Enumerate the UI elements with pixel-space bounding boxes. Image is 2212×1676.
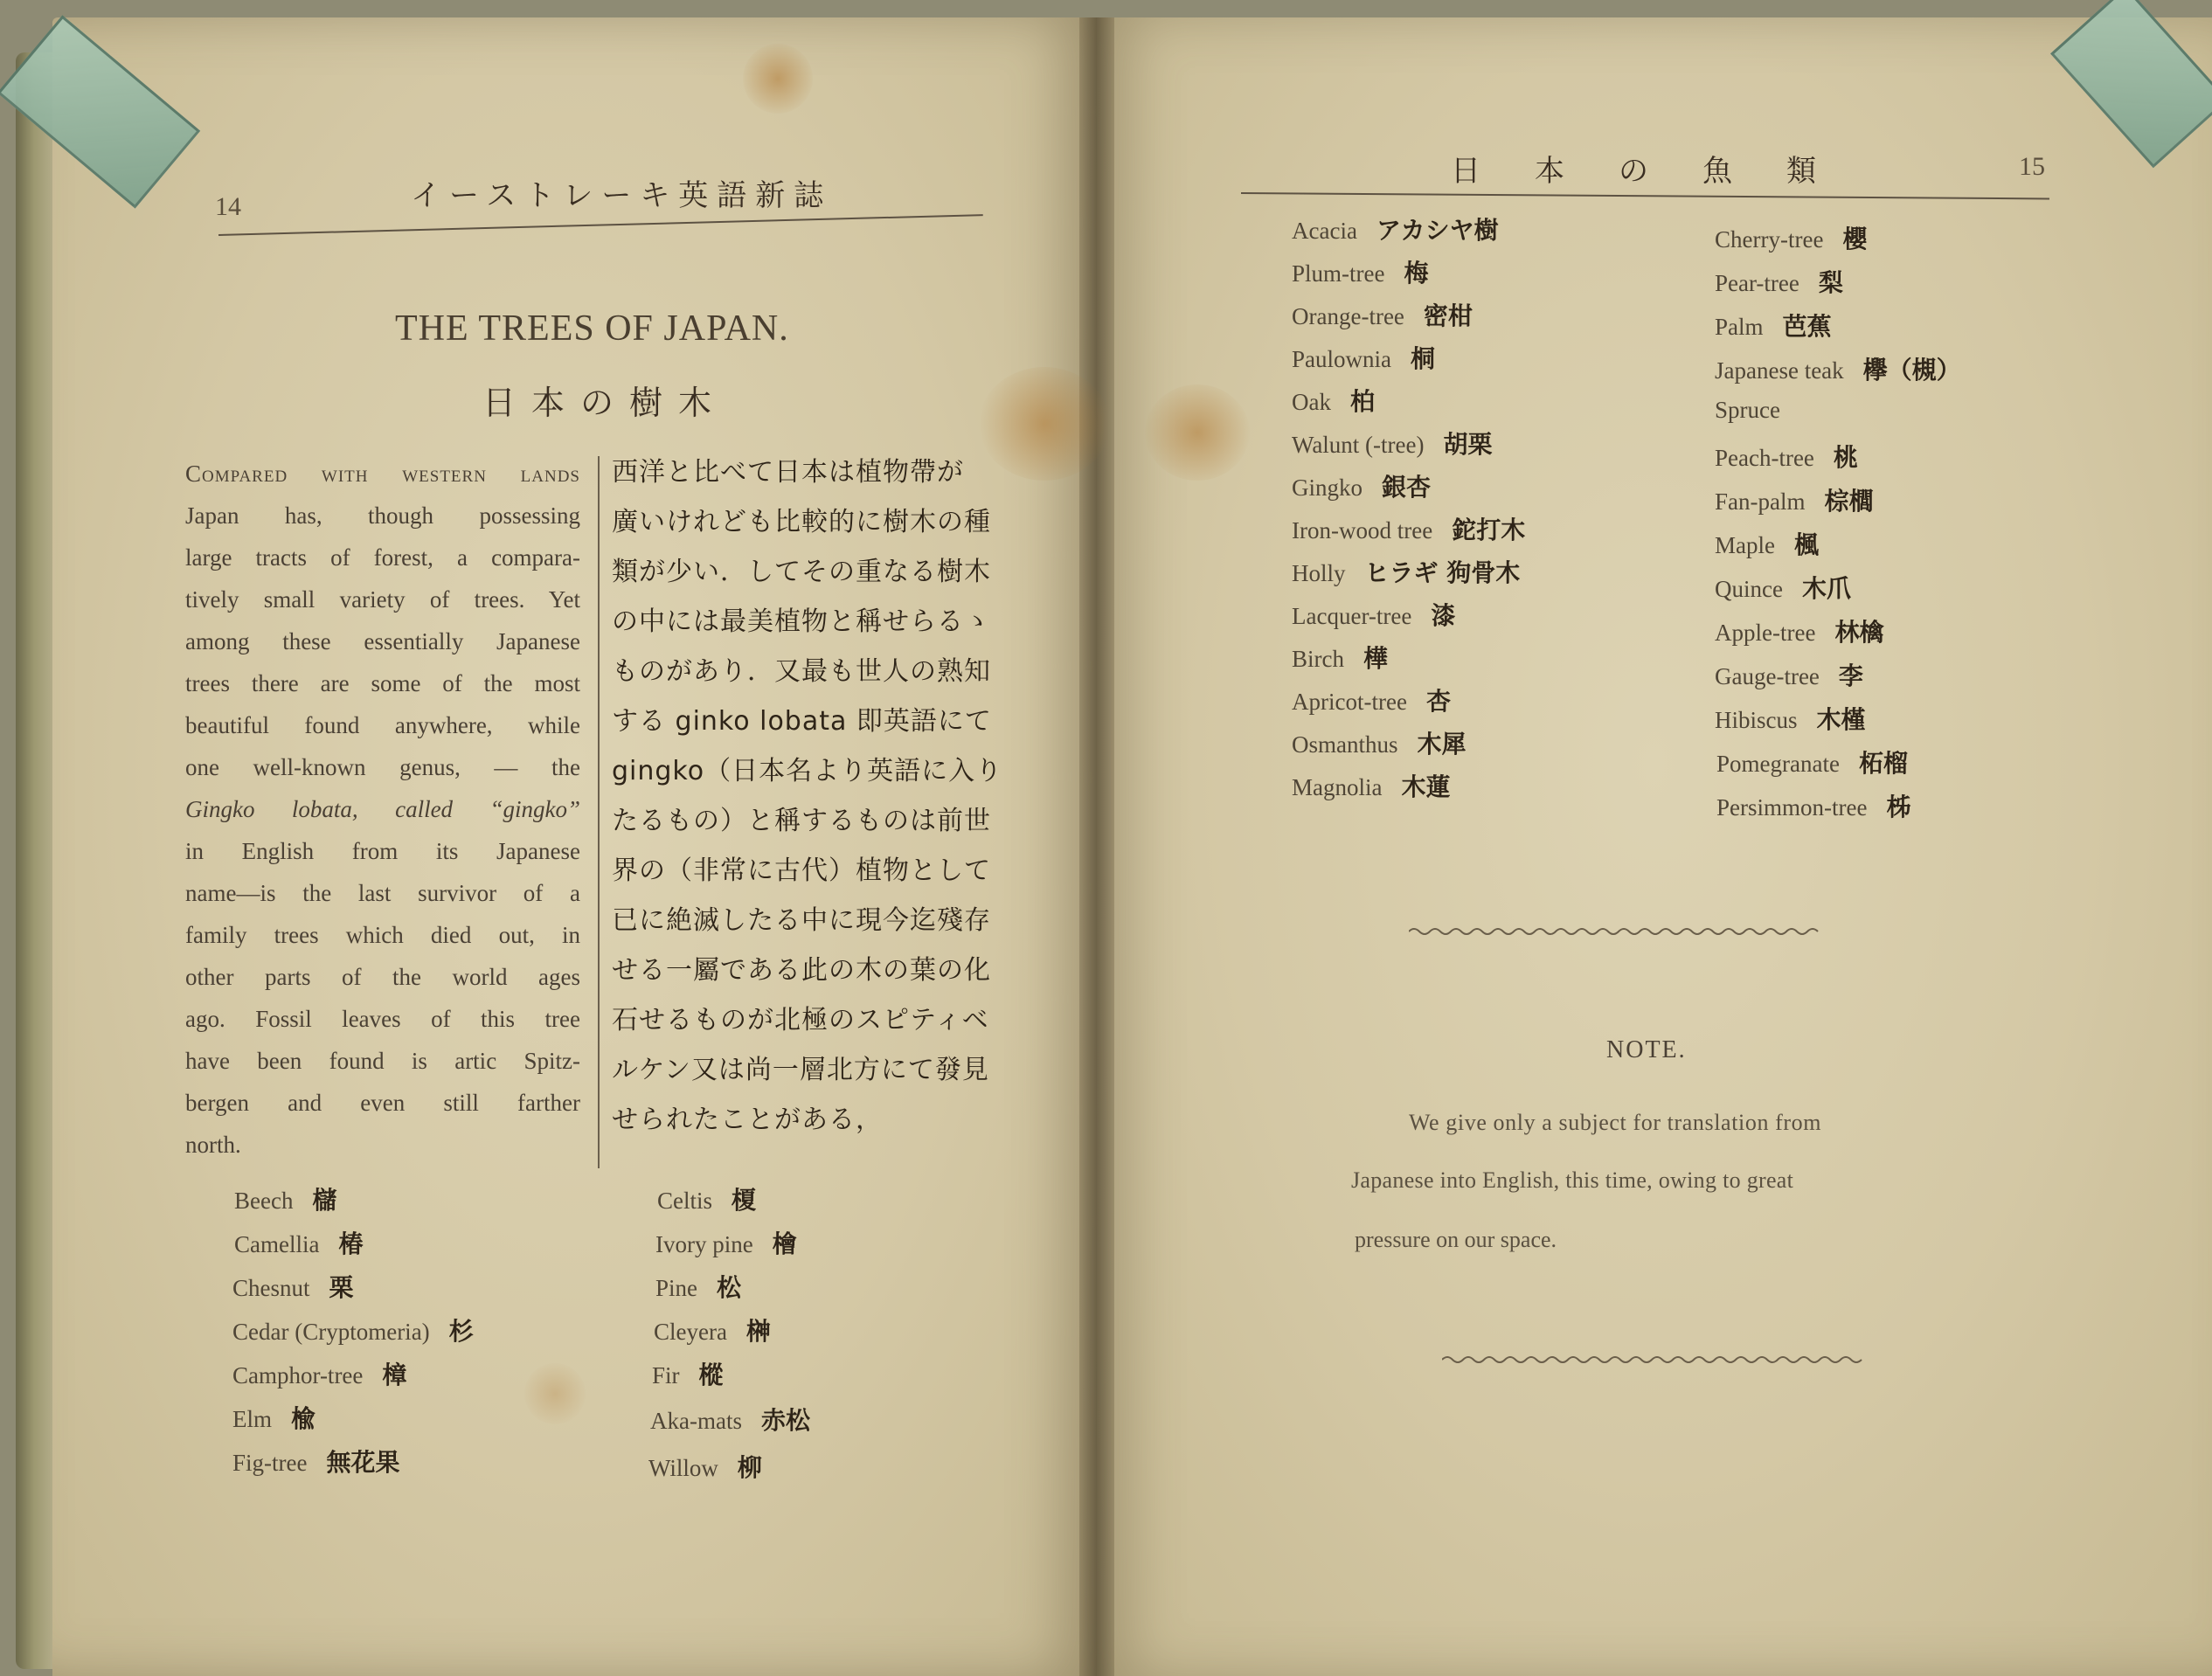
article-title-japanese: 日本の樹木	[482, 384, 728, 422]
tree-entry	[234, 1181, 336, 1216]
text-segment: Compared with western lands	[185, 461, 580, 487]
text-line: 石せるものが北極のスピティベ	[612, 1005, 989, 1035]
stain	[1145, 384, 1250, 481]
tree-japanese: 木蓮	[1401, 772, 1451, 801]
tree-entry	[1715, 351, 1961, 386]
tree-english: Holly	[1292, 560, 1346, 586]
tree-english: Beech	[234, 1188, 294, 1214]
tree-english: Camphor-tree	[232, 1362, 364, 1389]
tree-entry	[1715, 220, 1867, 255]
wavy-separator	[1409, 925, 1824, 938]
text-line: する ginko lobata 即英語にて	[612, 706, 992, 737]
tree-japanese: 欅（槻）	[1862, 356, 1961, 384]
wavy-separator	[1442, 1353, 1870, 1367]
tree-english: Persimmon-tree	[1716, 794, 1868, 821]
tree-japanese: 桃	[1833, 443, 1858, 472]
tree-english: Paulownia	[1292, 346, 1391, 372]
book-gutter	[1079, 17, 1114, 1676]
column-divider	[598, 456, 600, 1168]
tree-entry	[1715, 264, 1843, 299]
tree-english: Camellia	[234, 1231, 320, 1257]
tree-entry	[657, 1181, 756, 1216]
tree-english: Birch	[1292, 646, 1344, 672]
tree-entry	[232, 1400, 316, 1435]
text-line: 已に絶滅したる中に現今迄殘存	[612, 905, 991, 936]
tree-entry	[652, 1356, 724, 1391]
tree-english: Chesnut	[232, 1275, 310, 1301]
tree-english: Gingko	[1292, 474, 1363, 501]
tree-japanese: 芭蕉	[1782, 312, 1832, 341]
tree-english: Acacia	[1292, 218, 1357, 244]
text-line: せられたことがある，	[612, 1105, 883, 1135]
tree-japanese: 柘榴	[1858, 749, 1908, 778]
tree-english: Orange-tree	[1292, 303, 1404, 329]
tree-japanese: 楓	[1793, 530, 1819, 559]
tree-english: Fan-palm	[1715, 488, 1806, 515]
text-line: 西洋と比べて日本は植物帶が	[612, 457, 964, 488]
tree-japanese: 棕櫚	[1824, 487, 1874, 516]
tree-japanese: 胡栗	[1443, 430, 1493, 459]
right-running-head: 日本の魚類	[1451, 154, 1870, 189]
tree-japanese: 梨	[1818, 268, 1843, 297]
tree-english: Ivory pine	[655, 1231, 753, 1257]
tree-japanese: 李	[1838, 661, 1863, 690]
tree-english: Fir	[652, 1362, 680, 1389]
tree-english: Cleyera	[654, 1319, 727, 1345]
tree-japanese: 櫻	[1842, 225, 1868, 253]
tree-entry	[1292, 511, 1525, 546]
text-line: have been found is artic Spitz-	[185, 1048, 580, 1074]
text-line: たるもの）と稱するものは前世	[612, 806, 991, 836]
tree-japanese: 檜	[772, 1229, 797, 1258]
tree-english: Hibiscus	[1715, 707, 1798, 733]
tree-japanese: 榊	[745, 1317, 771, 1346]
text-line: ものがあり．又最も世人の熟知	[612, 656, 991, 687]
note-line: We give only a subject for translation from	[1409, 1110, 1822, 1135]
text-line: 界の（非常に古代）植物として	[612, 855, 991, 886]
tree-japanese: 柳	[737, 1453, 762, 1482]
text-line: Japan has, though possessing	[185, 502, 580, 529]
text-line: beautiful found anywhere, while	[185, 712, 580, 738]
note-heading: NOTE.	[1606, 1036, 1687, 1063]
note-line: Japanese into English, this time, owing to great	[1351, 1167, 1794, 1193]
tree-japanese: 樅	[698, 1361, 724, 1389]
text-line: せる一屬である此の木の葉の化	[612, 955, 991, 986]
right-page	[1097, 17, 2212, 1676]
tree-english: Japanese teak	[1715, 357, 1844, 384]
tree-japanese: 松	[717, 1273, 742, 1302]
tree-japanese: 銀杏	[1382, 473, 1432, 502]
text-line: 類が少い．してその重なる樹木	[612, 557, 991, 587]
tree-japanese: 柏	[1349, 387, 1375, 416]
tree-entry	[234, 1225, 363, 1260]
tree-japanese: 柹	[1886, 793, 1911, 821]
tree-english: Quince	[1715, 576, 1783, 602]
text-line	[185, 453, 580, 495]
tree-entry	[1715, 613, 1883, 648]
tree-entry	[1292, 297, 1473, 332]
text-line: Gingko lobata, called “gingko”	[185, 796, 580, 822]
tree-entry	[1715, 526, 1819, 561]
tree-entry	[655, 1269, 741, 1304]
tree-english: Apple-tree	[1715, 620, 1816, 646]
text-line: among these essentially Japanese	[185, 628, 580, 654]
tree-japanese: 椿	[338, 1229, 364, 1258]
tree-english: Willow	[648, 1455, 718, 1481]
tree-english: Oak	[1292, 389, 1331, 415]
tree-entry	[1292, 426, 1493, 461]
tree-english: Cedar (Cryptomeria)	[232, 1319, 430, 1345]
tree-english: Maple	[1715, 532, 1775, 558]
text-line: ago. Fossil leaves of this tree	[185, 1006, 580, 1032]
tree-entry	[1715, 395, 1799, 424]
tree-japanese: アカシヤ樹	[1376, 216, 1499, 245]
tree-japanese: 栗	[329, 1273, 354, 1302]
tree-entry	[232, 1312, 474, 1347]
tree-japanese: 木槿	[1816, 705, 1866, 734]
tree-english: Gauge-tree	[1715, 663, 1820, 689]
tree-japanese: 密柑	[1423, 301, 1473, 330]
tree-english: Lacquer-tree	[1292, 603, 1412, 629]
text-line: tively small variety of trees. Yet	[185, 586, 580, 613]
tree-english: Magnolia	[1292, 774, 1383, 800]
tree-entry	[1292, 768, 1451, 803]
tree-japanese: 櫧	[312, 1186, 337, 1215]
tree-entry	[232, 1269, 354, 1304]
tree-entry	[1715, 482, 1874, 517]
tree-english: Iron-wood tree	[1292, 517, 1433, 544]
tree-entry	[1292, 597, 1455, 632]
tree-japanese: 梅	[1404, 259, 1429, 287]
tree-english: Spruce	[1715, 397, 1780, 423]
text-line: 廣いけれども比較的に樹木の種	[612, 507, 991, 537]
tree-entry	[1292, 640, 1388, 675]
tree-english: Cherry-tree	[1715, 226, 1824, 253]
english-paragraph	[185, 453, 580, 1166]
tree-english: Peach-tree	[1715, 445, 1814, 471]
tree-english: Pomegranate	[1716, 751, 1840, 777]
text-line: in English from its Japanese	[185, 838, 580, 864]
tree-english: Aka-mats	[650, 1408, 742, 1434]
text-line: family trees which died out, in	[185, 922, 580, 948]
text-line: trees there are some of the most	[185, 670, 580, 696]
tree-japanese: 鉈打木	[1452, 516, 1526, 544]
tree-entry	[1715, 439, 1858, 474]
tree-entry	[1292, 254, 1429, 289]
text-line: one well-known genus, — the	[185, 754, 580, 780]
tree-japanese: 林檎	[1834, 618, 1884, 647]
tree-japanese: 赤松	[760, 1406, 810, 1435]
tree-entry	[648, 1449, 762, 1484]
stain	[743, 44, 813, 114]
japanese-paragraph	[612, 447, 1002, 1145]
tree-japanese: ヒラギ 狗骨木	[1364, 558, 1521, 587]
tree-english: Walunt (-tree)	[1292, 432, 1425, 458]
tree-entry	[1292, 211, 1499, 246]
tree-entry	[654, 1312, 771, 1347]
tree-entry	[1292, 468, 1431, 503]
tree-english: Celtis	[657, 1188, 713, 1214]
text-line: ルケン又は尚一層北方にて發見	[612, 1055, 989, 1085]
text-line: other parts of the world ages	[185, 964, 580, 990]
tree-english: Elm	[232, 1406, 272, 1432]
text-line: large tracts of forest, a compara-	[185, 544, 580, 571]
tree-entry	[1292, 554, 1520, 589]
tree-english: Plum-tree	[1292, 260, 1385, 287]
tree-japanese: 漆	[1431, 601, 1456, 630]
tree-entry	[232, 1444, 400, 1479]
tree-entry	[1292, 340, 1435, 375]
left-page-number: 14	[215, 192, 241, 221]
tree-japanese: 樟	[382, 1361, 407, 1389]
tree-japanese: 樺	[1363, 644, 1389, 673]
tree-entry	[1716, 788, 1910, 823]
tree-english: Pine	[655, 1275, 698, 1301]
left-running-head: イーストレーキ英語新誌	[411, 178, 833, 213]
tree-english: Fig-tree	[232, 1450, 308, 1476]
text-line: bergen and even still farther	[185, 1090, 580, 1116]
tree-japanese: 杉	[448, 1317, 474, 1346]
right-page-number: 15	[2019, 152, 2045, 181]
tree-entry	[1715, 701, 1866, 736]
tree-entry	[1715, 308, 1832, 343]
tree-entry	[1715, 570, 1851, 605]
tree-entry	[655, 1225, 797, 1260]
text-line: gingko（日本名より英語に入り	[612, 756, 1003, 786]
tree-english: Palm	[1715, 314, 1764, 340]
tree-entry	[232, 1356, 406, 1391]
stain	[524, 1363, 586, 1424]
tree-japanese: 杏	[1425, 687, 1451, 716]
tree-japanese: 榎	[732, 1186, 757, 1215]
text-line: north.	[185, 1132, 241, 1158]
tree-entry	[1292, 682, 1451, 717]
note-line: pressure on our space.	[1355, 1227, 1557, 1252]
article-title: THE TREES OF JAPAN.	[395, 308, 789, 349]
tree-entry	[650, 1402, 810, 1437]
tree-japanese: 桐	[1411, 344, 1436, 373]
tree-entry	[1716, 745, 1908, 779]
text-line: name—is the last survivor of a	[185, 880, 580, 906]
text-line: の中には最美植物と稱せらるゝ	[612, 606, 991, 637]
tree-japanese: 木爪	[1801, 574, 1851, 603]
tree-japanese: 楡	[291, 1404, 316, 1433]
tree-japanese: 木犀	[1417, 730, 1467, 758]
tree-entry	[1715, 657, 1863, 692]
tree-entry	[1292, 725, 1467, 760]
tree-english: Pear-tree	[1715, 270, 1799, 296]
tree-entry	[1292, 383, 1375, 418]
tree-english: Osmanthus	[1292, 731, 1398, 758]
tree-japanese: 無花果	[326, 1448, 400, 1477]
tree-english: Apricot-tree	[1292, 689, 1407, 715]
